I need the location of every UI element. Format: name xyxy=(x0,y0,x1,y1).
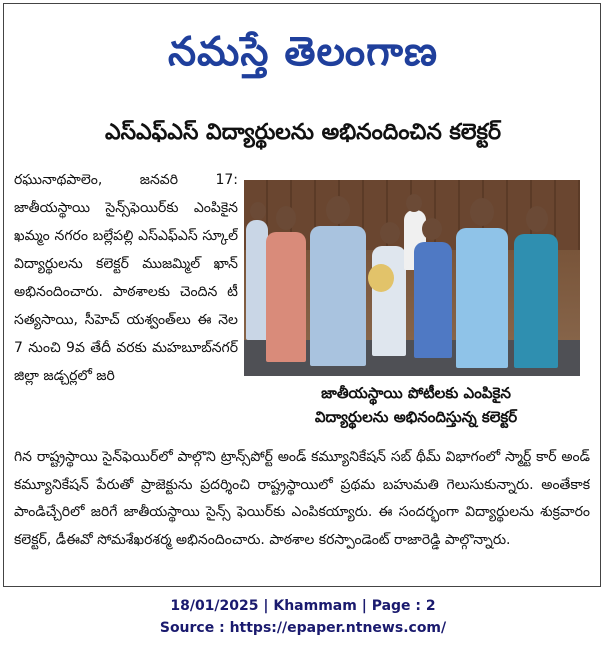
photo-person xyxy=(266,232,306,362)
caption-line-1: జాతీయస్థాయి పోటీలకు ఎంపికైన xyxy=(321,384,511,402)
photo-caption xyxy=(256,378,576,432)
masthead xyxy=(4,4,602,108)
clipping-footer xyxy=(0,595,606,639)
photo-bouquet xyxy=(368,264,394,292)
photo-person xyxy=(456,228,508,368)
photo-person xyxy=(414,242,452,358)
photo-head xyxy=(526,206,548,232)
photo-head xyxy=(406,194,422,212)
footer-date-page: 18/01/2025 | Khammam | Page : 2 xyxy=(170,598,436,614)
article-body-column: రఘునాథపాలెం, జనవరి 17: జాతీయస్థాయి సైన్స్‌ఫెయిర్‌కు ఎంపికైన ఖమ్మం నగరం బల్లేపల్లి ఎస్‌ఎఫ్‌ఎస్ స్కూల్ విద్యార్థులను కలెక్టర్ ముజమ్మిల్ ఖాన్ అభినందించారు. పాఠశాలకు చెందిన టీ సత్యసాయి, సీహెచ్ యశ్వంత్‌లు ఈ నెల 7 నుంచి 9వ తేదీ వరకు మహబూబ్‌నగర్ జిల్లా జడ్చర్లలో జరి xyxy=(14,172,238,384)
photo-person xyxy=(310,226,366,366)
article-headline: ఎస్‌ఎఫ్‌ఎస్ విద్యార్థులను అభినందించిన కలెక్టర్ xyxy=(104,120,502,145)
masthead-title: నమస్తే తెలంగాణ xyxy=(167,27,439,75)
clipping-frame xyxy=(3,3,601,587)
article-body-full: గిన రాష్ట్రస్థాయి సైన్‌ఫెయిర్‌లో పాల్గొని ట్రాన్స్‌పోర్ట్ అండ్ కమ్యూనికేషన్ సబ్ థీమ్ విభాగంలో స్మార్ట్ కార్ అండ్ కమ్యూనికేషన్ పేరుతో ప్రాజెక్టును ప్రదర్శించి రాష్ట్రస్థాయిలో ప్రథమ బహుమతి గెలుసుకున్నారు. అంతేకాక పాండిచ్చేరిలో జరిగే జాతీయస్థాయి సైన్స్ ఫెయిర్‌కు ఎంపికయ్యారు. ఈ సందర్భంగా విద్యార్థులను శుక్రవారం కలెక్టర్, డీఈవో సోమశేఖరశర్మ అభినందించారు. పాఠశాల కరస్పాండెంట్ రాజారెడ్డి పాల్గొన్నారు. xyxy=(14,449,590,548)
photo-head xyxy=(380,222,400,244)
footer-source: Source : https://epaper.ntnews.com/ xyxy=(159,620,447,636)
photo-person xyxy=(372,246,406,356)
photo-head xyxy=(326,196,350,224)
photo-head xyxy=(250,202,266,220)
photo-head xyxy=(276,206,296,230)
photo-head xyxy=(422,218,442,240)
caption-line-2: విద్యార్థులను అభినందిస్తున్న కలెక్టర్ xyxy=(314,408,518,426)
photo-person xyxy=(246,220,268,340)
article-photo xyxy=(244,180,580,376)
photo-person xyxy=(514,234,558,368)
photo-head xyxy=(470,198,494,226)
